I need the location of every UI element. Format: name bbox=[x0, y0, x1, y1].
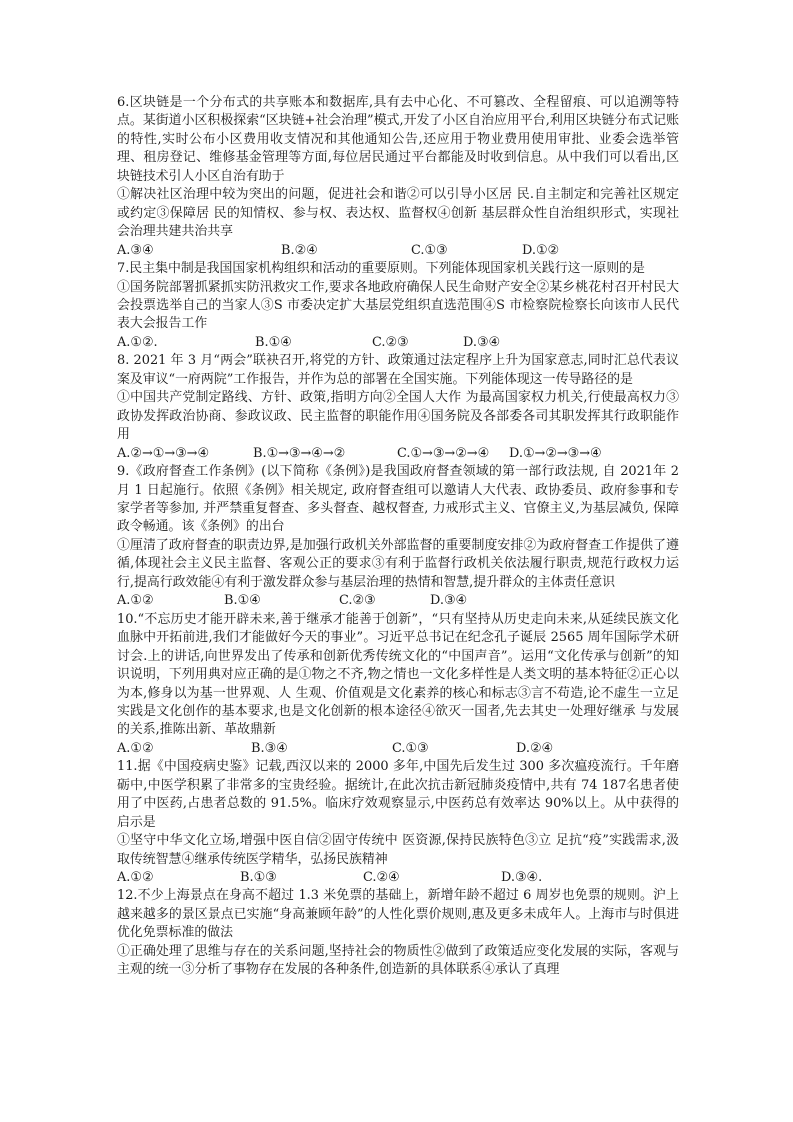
q6-option-c: C.①③ bbox=[411, 242, 448, 258]
q6-choices: ①解决社区治理中较为突出的问题，促进社会和谐②可以引导小区居 民.自主制定和完善社区规定或约定③保障居 民的知情权、参与权、表达权、监督权④创新 基层群众性自治组织形式，实现社会治理共建共治共享 bbox=[117, 187, 679, 240]
q8-option-b: B.①→③→④→② bbox=[253, 445, 346, 461]
q8-stem: 8. 2021 年 3 月“两会”联袂召开,将党的方针、政策通过法定程序上升为国家意志,同时汇总代表议案及审议“一府两院”工作报告，并作为总的部署在全国实施。下列能体现这一传导路径的是 bbox=[117, 353, 679, 387]
q12-choices: ①正确处理了思维与存在的关系问题,坚持社会的物质性②做到了政策适应变化发展的实际，客观与主观的统一③分析了事物存在发展的各种条件,创造新的具体联系④承认了真理 bbox=[117, 943, 679, 978]
q9-option-b: B.①④ bbox=[224, 593, 261, 609]
q7-option-b: B.①④ bbox=[255, 334, 292, 350]
q11-choices: ①坚守中华文化立场,增强中医自信②固守传统中 医资源,保持民族特色③立 足抗“疫”实践需求,汲取传统智慧④继承传统医学精华，弘扬民族精神 bbox=[117, 833, 679, 867]
q10-options bbox=[117, 740, 679, 758]
q10-option-a: A.①② bbox=[117, 740, 154, 756]
q7-choices: ①国务院部署抓紧抓实防汛救灾工作,要求各地政府确保人民生命财产安全②某乡桃花村召开村民大会投票选举自己的当家人③S 市委决定扩大基层党组织直选范围④S 市检察院检察长向该市人民代表大会报告工作 bbox=[117, 279, 679, 332]
q10-stem: 10.“不忘历史才能开辟未来,善于继承才能善于创新”，“只有坚持从历史走向未来,从延续民族文化血脉中开拓前进,我们才能做好今天的事业”。习近平总书记在纪念孔子诞辰 2565 周年国际学术研讨会.上的讲话,向世界发出了传承和创新优秀传统文化的“中国声音”。运用“文化传承与创新”的知识说明，下列用典对应正确的是①物之不齐,物之情也一文化多样性是人类文明的基本特征②正心以为本,修身以为基一世界观、人 生观、价值观是文化素养的核心和标志③言不苟造,论不虚生一立足实践是文化创作的基本要求,也是文化创新的根本途径④欲灭一国者,先去其史一处理好继承 与发展的关系,推陈出新、革故鼎新 bbox=[117, 611, 679, 738]
q6-option-a: A.③④ bbox=[117, 242, 154, 258]
q11-option-b: B.①③ bbox=[240, 870, 277, 886]
q9-option-d: D.③④ bbox=[430, 593, 468, 609]
q9-choices: ①厘清了政府督查的职责边界,是加强行政机关外部监督的重要制度安排②为政府督查工作提供了遵循,体现社会主义民主监督、客观公正的要求③有利于监督行政机关依法履行职责,规范行政权力运行,提高行政效能④有利于激发群众参与基层治理的热情和智慧,提升群众的主体责任意识 bbox=[117, 537, 679, 590]
q9-options bbox=[117, 592, 679, 610]
q8-option-c: C.①→③→②→④ bbox=[397, 445, 490, 461]
q11-option-c: C.②④ bbox=[363, 870, 400, 886]
q7-option-a: A.①②. bbox=[117, 334, 158, 350]
q8-option-d: D.①→②→③→④ bbox=[509, 445, 602, 461]
q6-options bbox=[117, 242, 679, 260]
q10-option-b: B.③④ bbox=[251, 740, 288, 756]
q6-option-d: D.①② bbox=[522, 242, 560, 258]
q10-option-d: D.②④ bbox=[516, 740, 554, 756]
q7-stem: 7.民主集中制是我国国家机构组织和活动的重要原则。下列能体现国家机关践行这一原则的是 bbox=[117, 261, 645, 277]
q8-option-a: A.②→①→③→④ bbox=[117, 445, 210, 461]
q6-option-b: B.②④ bbox=[281, 242, 318, 258]
q11-stem: 11.据《中国疫病史鉴》记载,西汉以来的 2000 多年,中国先后发生过 300 多次瘟疫流行。千年磨砺中,中医学积累了非常多的宝贵经验。据统计,在此次抗击新冠肺炎疫情中,共有 74 187名患者使用了中医药,占患者总数的 91.5%。临床疗效观察显示,中医药总有效率达 90%以上。从中获得的启示是 bbox=[117, 759, 679, 830]
q8-choices: ①中国共产党制定路线、方针、政策,指明方向②全国人大作 为最高国家权力机关,行使最高权力③政协发挥政治协商、参政议政、民主监督的职能作用④国务院及各部委各司其职发挥其行政职能作用 bbox=[117, 390, 679, 443]
q7-option-d: D.③④ bbox=[463, 334, 501, 350]
q12-stem: 12.不少上海景点在身高不超过 1.3 米免票的基础上，新增年龄不超过 6 周岁也免票的规则。沪上越来越多的景区景点已实施“身高兼顾年龄”的人性化票价规则,惠及更多未成年人。上海市与时俱进优化免票标准的做法 bbox=[117, 888, 679, 941]
q11-option-a: A.①② bbox=[117, 870, 154, 886]
q7-options bbox=[117, 334, 679, 352]
exam-page bbox=[117, 94, 679, 980]
q9-option-a: A.①② bbox=[117, 593, 154, 609]
q10-option-c: C.①③ bbox=[392, 740, 429, 756]
q9-stem: 9.《政府督查工作条例》(以下简称《条例》)是我国政府督查领域的第一部行政法规, 自 2021年 2 月 1 日起施行。依照《条例》相关规定, 政府督查组可以邀请人大代表、政协委员、政府参事和专家学者等参加, 并严禁重复督查、多头督查、越权督查, 力戒形式主义、官僚主义,为基层减负, 保障政令畅通。该《条例》的出台 bbox=[117, 464, 679, 535]
q8-options bbox=[117, 445, 679, 463]
q7-option-c: C.②③ bbox=[372, 334, 409, 350]
q6-stem: 6.区块链是一个分布式的共享账本和数据库,具有去中心化、不可篡改、全程留痕、可以追溯等特点。某街道小区积极探索“区块链+社会治理”模式,开发了小区自治应用平台,利用区块链分布式记账的特性,实时公布小区费用收支情况和其他通知公告,还应用于物业费用使用审批、业委会选举管理、租房登记、维修基金管理等方面,每位居民通过平台都能及时收到信息。从中我们可以看出,区块链技术引人小区自治有助于 bbox=[117, 95, 679, 184]
q9-option-c: C.②③ bbox=[339, 593, 376, 609]
q11-options bbox=[117, 869, 679, 887]
q11-option-d: D.③④. bbox=[501, 870, 543, 886]
